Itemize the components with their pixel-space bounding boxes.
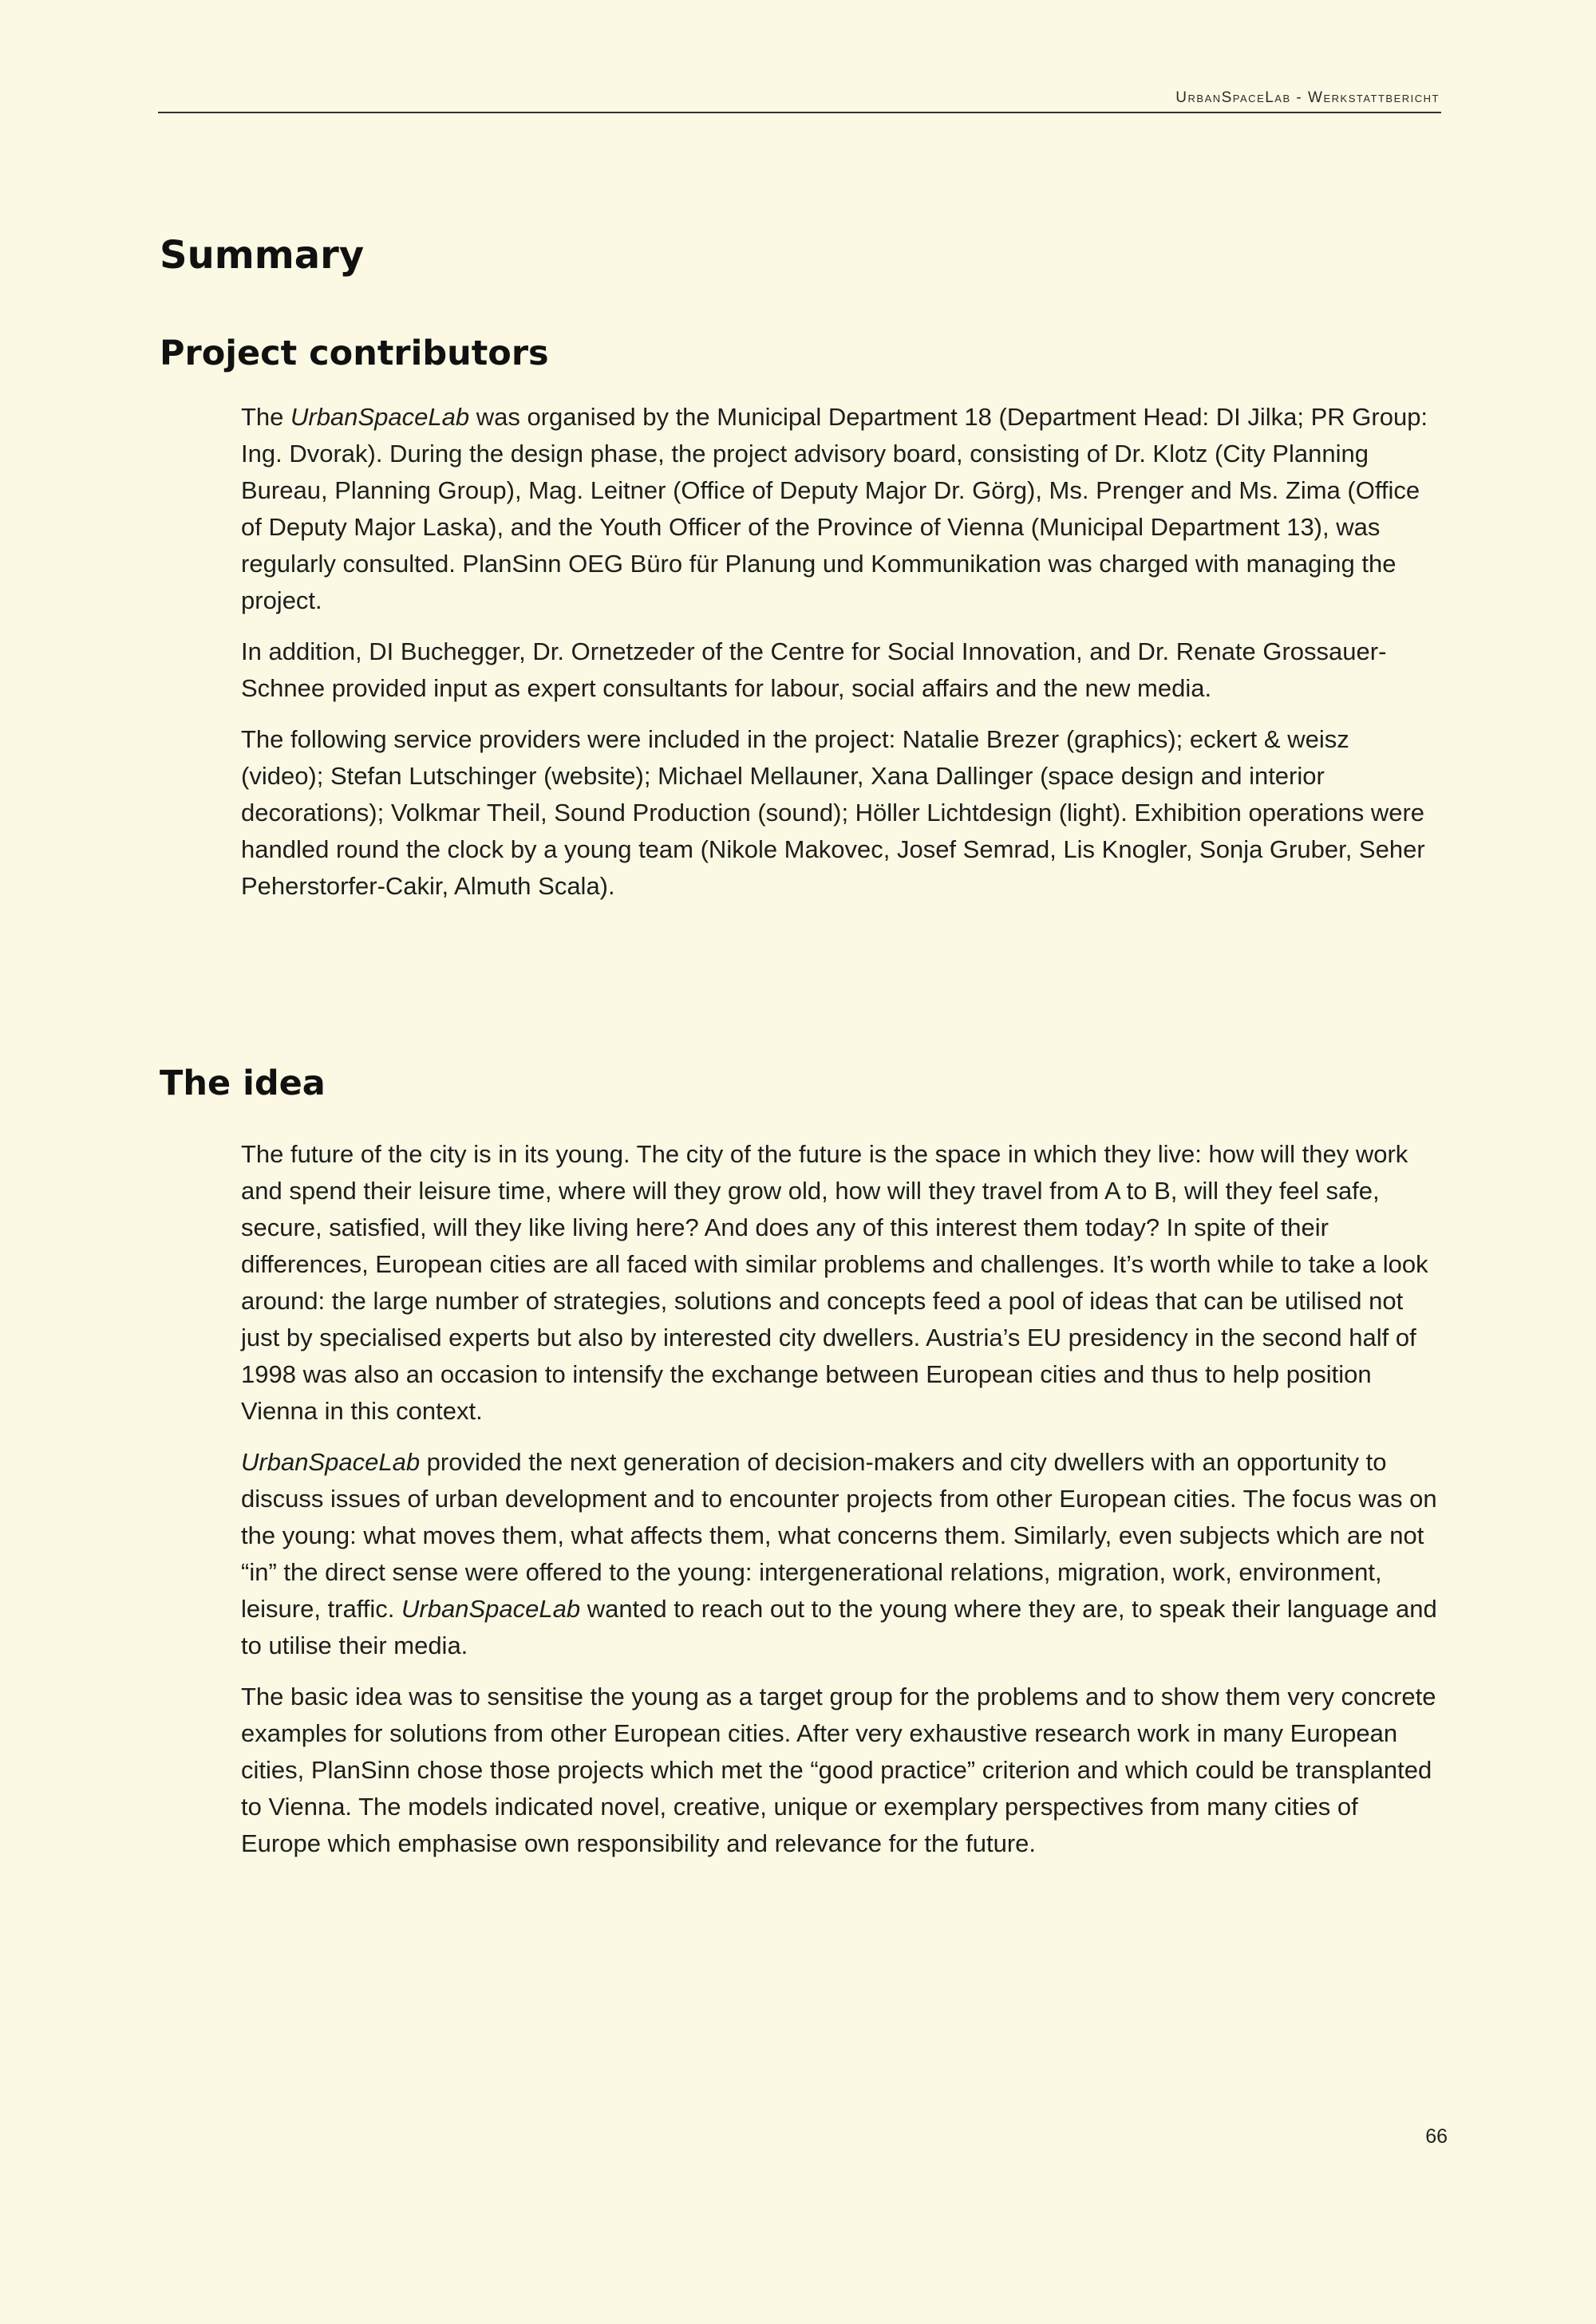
idea-p2-text: provided the next generation of decision-makers and city dwellers with an opportunity to discuss issues of urban development and to encounter projects from other European cities. The focus was on the young: what moves them, what affects them, what concerns them. Similarly, even subjects which are not “in” the direct sense were offered to the young: intergenerational relations, migration, work, environment, leisure, traffic. [241, 1448, 1437, 1623]
running-header: UrbanSpaceLab - Werkstattbericht [1175, 89, 1440, 106]
urbanspacelab-name: UrbanSpaceLab [401, 1595, 581, 1623]
idea-p2-tail: wanted to reach out to the young where they are, to speak their language and to utilise their media. [241, 1595, 1437, 1659]
idea-paragraph-2 [241, 1444, 1438, 1664]
urbanspacelab-name: UrbanSpaceLab [290, 403, 470, 431]
idea-paragraph-1: The future of the city is in its young. The city of the future is the space in which they live: how will they work and spend their leisure time, where will they grow old, how will they travel from A to B, will they feel safe, secure, satisfied, will they like living here? And does any of this interest them today? In spite of their differences, European cities are all faced with similar problems and challenges. It’s worth while to take a look around: the large number of strategies, solutions and concepts feed a pool of ideas that can be utilised not just by specialised experts but also by interested city dwellers. Austria’s EU presidency in the second half of 1998 was also an occasion to intensify the exchange between European cities and thus to help position Vienna in this context. [241, 1140, 1428, 1425]
the-idea-section [241, 1136, 1438, 1876]
page-number: 66 [1425, 2125, 1448, 2148]
contributors-paragraph-1 [241, 399, 1438, 619]
idea-paragraph-3: The basic idea was to sensitise the young as a target group for the problems and to show them very concrete examples for solutions from other European cities. After very exhaustive research work in many European cities, PlanSinn chose those projects which met the “good practice” criterion and which could be transplanted to Vienna. The models indicated novel, creative, unique or exemplary perspectives from many cities of Europe which emphasise own responsibility and relevance for the future. [241, 1683, 1436, 1857]
contributors-p1-lead: The [241, 403, 291, 431]
contributors-paragraph-2: In addition, DI Buchegger, Dr. Ornetzeder of the Centre for Social Innovation, and Dr. Renate Grossauer-Schnee provided input as expert consultants for labour, social affairs and the new media. [241, 637, 1387, 702]
summary-title: Summary [160, 233, 365, 278]
urbanspacelab-name: UrbanSpaceLab [241, 1448, 421, 1476]
project-contributors-heading: Project contributors [160, 333, 549, 373]
contributors-paragraph-3: The following service providers were included in the project: Natalie Brezer (graphics); eckert & weisz (video); Stefan Lutschinger (website); Michael Mellauner, Xana Dallinger (space design and interior decorations); Volkmar Theil, Sound Production (sound); Höller Lichtdesign (light). Exhibition operations were handled round the clock by a young team (Nikole Makovec, Josef Semrad, Lis Knogler, Sonja Gruber, Seher Peherstorfer-Cakir, Almuth Scala). [241, 725, 1425, 900]
project-contributors-section [241, 399, 1438, 919]
the-idea-heading: The idea [160, 1063, 326, 1103]
contributors-p1-text: was organised by the Municipal Department 18 (Department Head: DI Jilka; PR Group: Ing. Dvorak). During the design phase, the project advisory board, consisting of Dr. Klotz (City Planning Bureau, Planning Group), Mag. Leitner (Office of Deputy Major Dr. Görg), Ms. Prenger and Ms. Zima (Office of Deputy Major Laska), and the Youth Officer of the Province of Vienna (Municipal Department 13), was regularly consulted. PlanSinn OEG Büro für Planung und Kommunikation was charged with managing the project. [241, 403, 1428, 614]
header-rule [158, 112, 1441, 113]
